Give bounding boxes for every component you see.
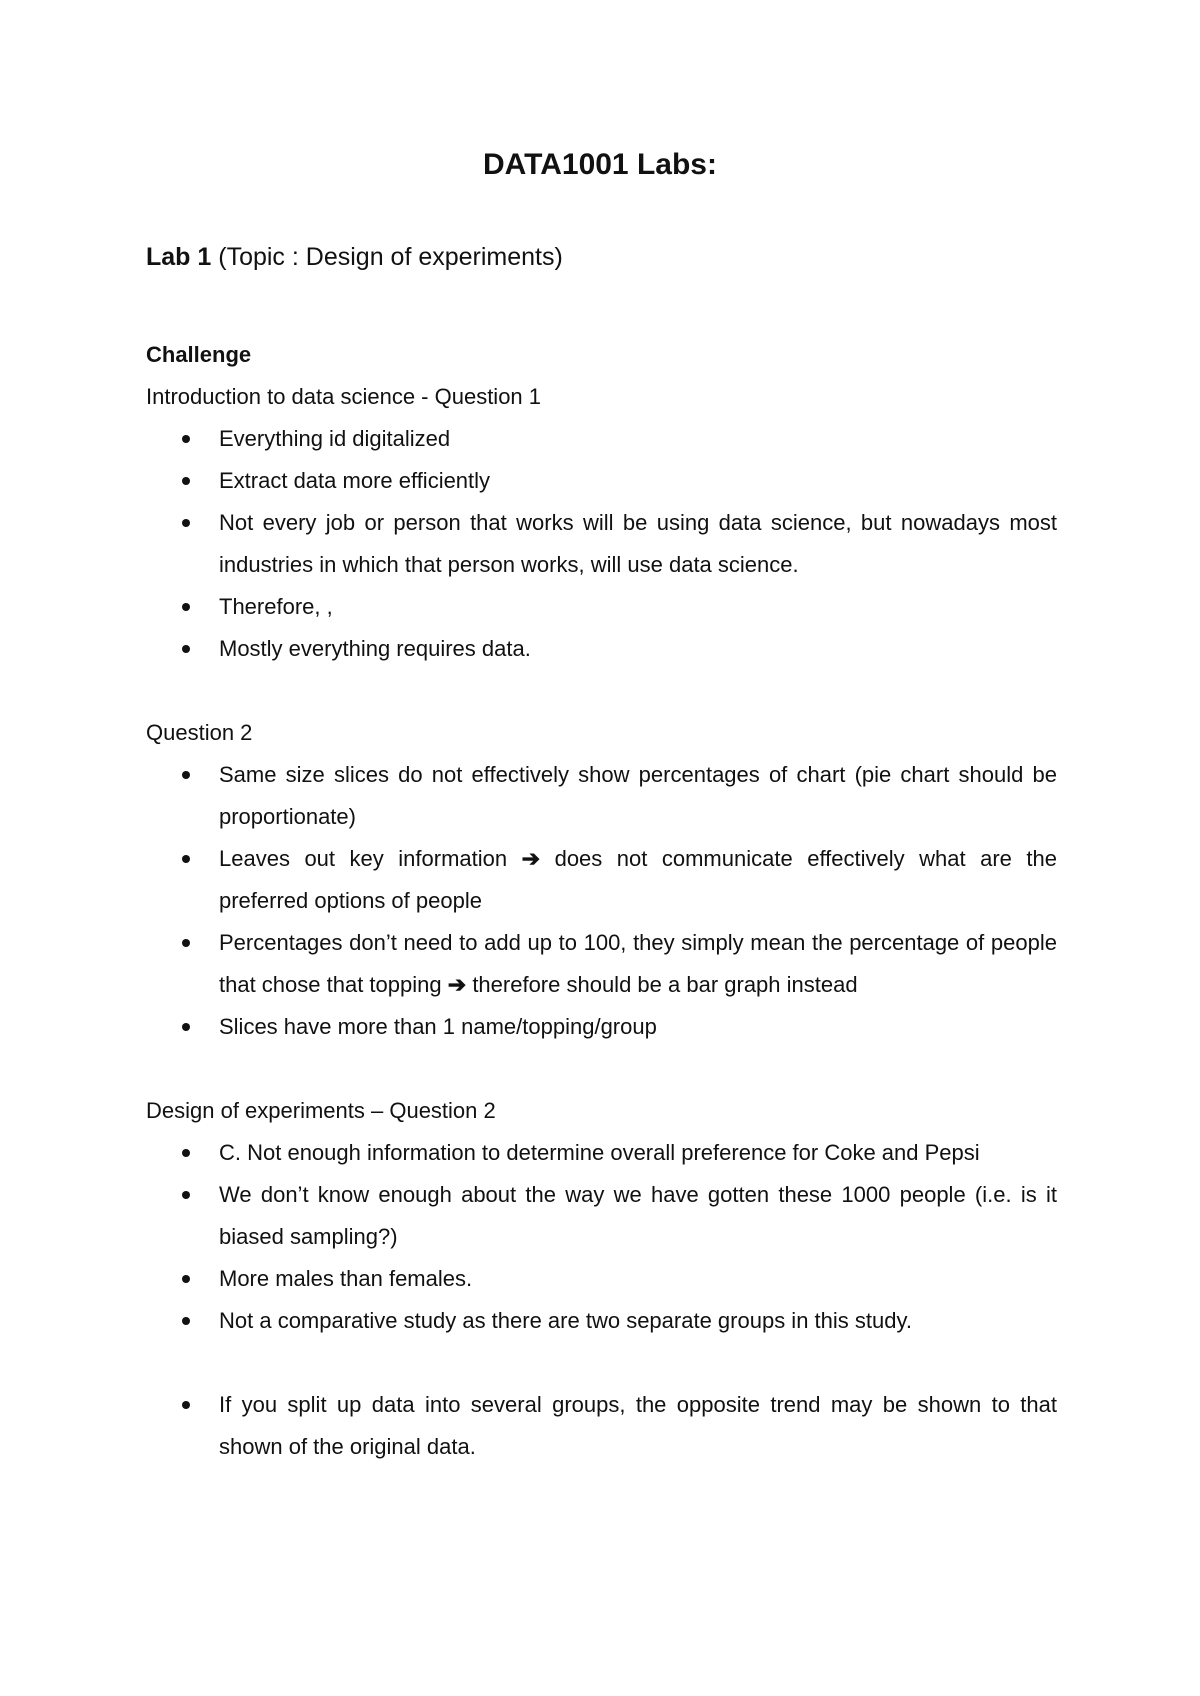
bullet-icon — [182, 1401, 190, 1409]
bullet-icon — [182, 1023, 190, 1031]
document-title: DATA1001 Labs: — [483, 148, 717, 181]
bullet-icon — [182, 771, 190, 779]
bullet-icon — [182, 1149, 190, 1157]
list-item: Percentages don’t need to add up to 100, they simply mean the percentage of people that chose that topping ➔ therefore should be a bar graph instead — [146, 922, 1057, 1006]
bullet-icon — [182, 939, 190, 947]
challenge-heading: Challenge — [146, 342, 252, 367]
list-item: Not a comparative study as there are two separate groups in this study. — [146, 1300, 1057, 1342]
bullet-icon — [182, 645, 190, 653]
list-item: Everything id digitalized — [146, 418, 1057, 460]
bullet-icon — [182, 435, 190, 443]
section3-list — [146, 1132, 1057, 1342]
arrow-right-icon: ➔ — [521, 846, 541, 871]
section3-extra-list — [146, 1384, 1057, 1468]
list-item: Slices have more than 1 name/topping/group — [146, 1006, 1057, 1048]
section1-heading: Introduction to data science - Question 1 — [146, 384, 542, 409]
list-item: Leaves out key information ➔ does not communicate effectively what are the preferred options of people — [146, 838, 1057, 922]
bullet-icon — [182, 1191, 190, 1199]
list-item: If you split up data into several groups, the opposite trend may be shown to that shown of the original data. — [146, 1384, 1057, 1468]
section2-heading: Question 2 — [146, 720, 253, 745]
bullet-icon — [182, 1317, 190, 1325]
bullet-icon — [182, 519, 190, 527]
spacer — [146, 670, 1057, 712]
list-item: Mostly everything requires data. — [146, 628, 1057, 670]
list-item: C. Not enough information to determine overall preference for Coke and Pepsi — [146, 1132, 1057, 1174]
list-item: Not every job or person that works will be using data science, but nowadays most industries in which that person works, will use data science. — [146, 502, 1057, 586]
section2-list — [146, 754, 1057, 1048]
bullet-icon — [182, 855, 190, 863]
bullet-icon — [182, 1275, 190, 1283]
list-item: Therefore, , — [146, 586, 1057, 628]
arrow-right-icon: ➔ — [447, 972, 467, 997]
bullet-icon — [182, 603, 190, 611]
spacer — [146, 1048, 1057, 1090]
list-item: We don’t know enough about the way we have gotten these 1000 people (i.e. is it biased sampling?) — [146, 1174, 1057, 1258]
lab-heading — [146, 240, 563, 274]
list-item: Extract data more efficiently — [146, 460, 1057, 502]
list-item: Same size slices do not effectively show percentages of chart (pie chart should be proportionate) — [146, 754, 1057, 838]
lab-number: Lab 1 — [146, 243, 212, 271]
list-item: More males than females. — [146, 1258, 1057, 1300]
bullet-icon — [182, 477, 190, 485]
section3-heading: Design of experiments – Question 2 — [146, 1098, 496, 1123]
lab-topic: (Topic : Design of experiments) — [218, 243, 563, 271]
section1-list — [146, 418, 1057, 670]
spacer — [146, 1342, 1057, 1384]
document-body — [146, 334, 1057, 1468]
